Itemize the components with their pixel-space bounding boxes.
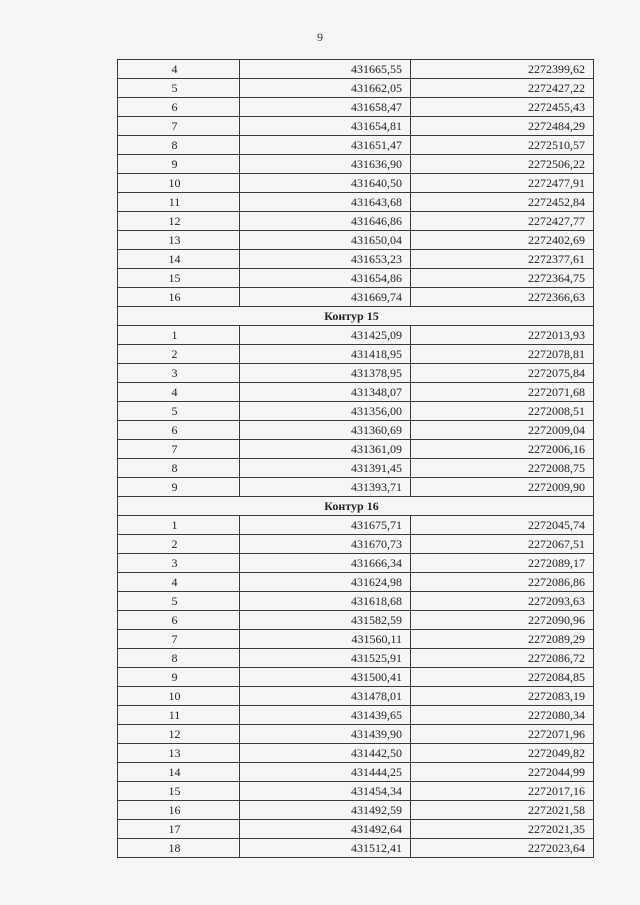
x-coordinate-cell: 431444,25 bbox=[240, 763, 411, 782]
y-coordinate-cell: 2272006,16 bbox=[411, 440, 594, 459]
y-coordinate-cell: 2272366,63 bbox=[411, 288, 594, 307]
y-coordinate-cell: 2272071,96 bbox=[411, 725, 594, 744]
x-coordinate-cell: 431525,91 bbox=[240, 649, 411, 668]
table-row bbox=[118, 212, 594, 231]
point-number-cell: 6 bbox=[118, 421, 240, 440]
point-number-cell: 8 bbox=[118, 136, 240, 155]
point-number-cell: 7 bbox=[118, 440, 240, 459]
x-coordinate-cell: 431646,86 bbox=[240, 212, 411, 231]
point-number-cell: 14 bbox=[118, 763, 240, 782]
x-coordinate-cell: 431478,01 bbox=[240, 687, 411, 706]
point-number-cell: 3 bbox=[118, 554, 240, 573]
point-number-cell: 7 bbox=[118, 117, 240, 136]
y-coordinate-cell: 2272009,90 bbox=[411, 478, 594, 497]
contour-title: Контур 16 bbox=[118, 497, 594, 516]
point-number-cell: 6 bbox=[118, 611, 240, 630]
table-row bbox=[118, 668, 594, 687]
table-row bbox=[118, 193, 594, 212]
point-number-cell: 10 bbox=[118, 174, 240, 193]
point-number-cell: 2 bbox=[118, 535, 240, 554]
x-coordinate-cell: 431666,34 bbox=[240, 554, 411, 573]
y-coordinate-cell: 2272452,84 bbox=[411, 193, 594, 212]
point-number-cell: 2 bbox=[118, 345, 240, 364]
point-number-cell: 9 bbox=[118, 478, 240, 497]
table-row bbox=[118, 554, 594, 573]
point-number-cell: 1 bbox=[118, 516, 240, 535]
x-coordinate-cell: 431675,71 bbox=[240, 516, 411, 535]
y-coordinate-cell: 2272090,96 bbox=[411, 611, 594, 630]
x-coordinate-cell: 431636,90 bbox=[240, 155, 411, 174]
y-coordinate-cell: 2272377,61 bbox=[411, 250, 594, 269]
x-coordinate-cell: 431512,41 bbox=[240, 839, 411, 858]
x-coordinate-cell: 431618,68 bbox=[240, 592, 411, 611]
point-number-cell: 4 bbox=[118, 60, 240, 79]
coordinates-table bbox=[117, 59, 594, 858]
x-coordinate-cell: 431500,41 bbox=[240, 668, 411, 687]
point-number-cell: 14 bbox=[118, 250, 240, 269]
x-coordinate-cell: 431653,23 bbox=[240, 250, 411, 269]
y-coordinate-cell: 2272044,99 bbox=[411, 763, 594, 782]
point-number-cell: 15 bbox=[118, 269, 240, 288]
x-coordinate-cell: 431391,45 bbox=[240, 459, 411, 478]
y-coordinate-cell: 2272477,91 bbox=[411, 174, 594, 193]
point-number-cell: 11 bbox=[118, 706, 240, 725]
point-number-cell: 16 bbox=[118, 288, 240, 307]
point-number-cell: 17 bbox=[118, 820, 240, 839]
y-coordinate-cell: 2272049,82 bbox=[411, 744, 594, 763]
point-number-cell: 6 bbox=[118, 98, 240, 117]
table-row bbox=[118, 231, 594, 250]
y-coordinate-cell: 2272071,68 bbox=[411, 383, 594, 402]
y-coordinate-cell: 2272021,35 bbox=[411, 820, 594, 839]
table-row bbox=[118, 782, 594, 801]
table-row bbox=[118, 440, 594, 459]
x-coordinate-cell: 431665,55 bbox=[240, 60, 411, 79]
y-coordinate-cell: 2272089,17 bbox=[411, 554, 594, 573]
point-number-cell: 4 bbox=[118, 573, 240, 592]
y-coordinate-cell: 2272080,34 bbox=[411, 706, 594, 725]
table-row bbox=[118, 250, 594, 269]
x-coordinate-cell: 431654,81 bbox=[240, 117, 411, 136]
y-coordinate-cell: 2272506,22 bbox=[411, 155, 594, 174]
table-row bbox=[118, 345, 594, 364]
point-number-cell: 8 bbox=[118, 649, 240, 668]
table-row bbox=[118, 706, 594, 725]
point-number-cell: 5 bbox=[118, 592, 240, 611]
point-number-cell: 12 bbox=[118, 725, 240, 744]
point-number-cell: 13 bbox=[118, 744, 240, 763]
table-row bbox=[118, 136, 594, 155]
x-coordinate-cell: 431582,59 bbox=[240, 611, 411, 630]
x-coordinate-cell: 431356,00 bbox=[240, 402, 411, 421]
table-row bbox=[118, 763, 594, 782]
table-row bbox=[118, 535, 594, 554]
x-coordinate-cell: 431640,50 bbox=[240, 174, 411, 193]
x-coordinate-cell: 431360,69 bbox=[240, 421, 411, 440]
x-coordinate-cell: 431560,11 bbox=[240, 630, 411, 649]
x-coordinate-cell: 431439,90 bbox=[240, 725, 411, 744]
x-coordinate-cell: 431492,59 bbox=[240, 801, 411, 820]
contour-header-row bbox=[118, 497, 594, 516]
x-coordinate-cell: 431425,09 bbox=[240, 326, 411, 345]
point-number-cell: 18 bbox=[118, 839, 240, 858]
y-coordinate-cell: 2272078,81 bbox=[411, 345, 594, 364]
point-number-cell: 10 bbox=[118, 687, 240, 706]
x-coordinate-cell: 431650,04 bbox=[240, 231, 411, 250]
y-coordinate-cell: 2272086,86 bbox=[411, 573, 594, 592]
table-row bbox=[118, 117, 594, 136]
x-coordinate-cell: 431348,07 bbox=[240, 383, 411, 402]
table-row bbox=[118, 839, 594, 858]
point-number-cell: 7 bbox=[118, 630, 240, 649]
y-coordinate-cell: 2272017,16 bbox=[411, 782, 594, 801]
y-coordinate-cell: 2272008,51 bbox=[411, 402, 594, 421]
x-coordinate-cell: 431439,65 bbox=[240, 706, 411, 725]
point-number-cell: 5 bbox=[118, 402, 240, 421]
table-row bbox=[118, 649, 594, 668]
table-row bbox=[118, 288, 594, 307]
table-row bbox=[118, 174, 594, 193]
table-row bbox=[118, 592, 594, 611]
table-row bbox=[118, 573, 594, 592]
x-coordinate-cell: 431418,95 bbox=[240, 345, 411, 364]
y-coordinate-cell: 2272067,51 bbox=[411, 535, 594, 554]
point-number-cell: 4 bbox=[118, 383, 240, 402]
y-coordinate-cell: 2272013,93 bbox=[411, 326, 594, 345]
y-coordinate-cell: 2272402,69 bbox=[411, 231, 594, 250]
table-row bbox=[118, 516, 594, 535]
table-row bbox=[118, 155, 594, 174]
point-number-cell: 13 bbox=[118, 231, 240, 250]
table-row bbox=[118, 744, 594, 763]
y-coordinate-cell: 2272427,22 bbox=[411, 79, 594, 98]
table-row bbox=[118, 326, 594, 345]
y-coordinate-cell: 2272364,75 bbox=[411, 269, 594, 288]
x-coordinate-cell: 431393,71 bbox=[240, 478, 411, 497]
x-coordinate-cell: 431651,47 bbox=[240, 136, 411, 155]
table-row bbox=[118, 269, 594, 288]
point-number-cell: 9 bbox=[118, 668, 240, 687]
x-coordinate-cell: 431643,68 bbox=[240, 193, 411, 212]
x-coordinate-cell: 431658,47 bbox=[240, 98, 411, 117]
point-number-cell: 1 bbox=[118, 326, 240, 345]
x-coordinate-cell: 431669,74 bbox=[240, 288, 411, 307]
x-coordinate-cell: 431670,73 bbox=[240, 535, 411, 554]
contour-header-row bbox=[118, 307, 594, 326]
point-number-cell: 3 bbox=[118, 364, 240, 383]
point-number-cell: 16 bbox=[118, 801, 240, 820]
y-coordinate-cell: 2272045,74 bbox=[411, 516, 594, 535]
table-row bbox=[118, 79, 594, 98]
x-coordinate-cell: 431492,64 bbox=[240, 820, 411, 839]
x-coordinate-cell: 431662,05 bbox=[240, 79, 411, 98]
y-coordinate-cell: 2272023,64 bbox=[411, 839, 594, 858]
y-coordinate-cell: 2272009,04 bbox=[411, 421, 594, 440]
table-row bbox=[118, 421, 594, 440]
contour-title: Контур 15 bbox=[118, 307, 594, 326]
table-row bbox=[118, 98, 594, 117]
table-row bbox=[118, 383, 594, 402]
y-coordinate-cell: 2272089,29 bbox=[411, 630, 594, 649]
table-row bbox=[118, 459, 594, 478]
y-coordinate-cell: 2272484,29 bbox=[411, 117, 594, 136]
table-row bbox=[118, 478, 594, 497]
y-coordinate-cell: 2272455,43 bbox=[411, 98, 594, 117]
point-number-cell: 5 bbox=[118, 79, 240, 98]
table-row bbox=[118, 402, 594, 421]
x-coordinate-cell: 431378,95 bbox=[240, 364, 411, 383]
point-number-cell: 15 bbox=[118, 782, 240, 801]
x-coordinate-cell: 431654,86 bbox=[240, 269, 411, 288]
y-coordinate-cell: 2272086,72 bbox=[411, 649, 594, 668]
table-row bbox=[118, 611, 594, 630]
table-row bbox=[118, 820, 594, 839]
x-coordinate-cell: 431361,09 bbox=[240, 440, 411, 459]
coordinates-table-body bbox=[118, 60, 594, 858]
y-coordinate-cell: 2272093,63 bbox=[411, 592, 594, 611]
y-coordinate-cell: 2272084,85 bbox=[411, 668, 594, 687]
y-coordinate-cell: 2272083,19 bbox=[411, 687, 594, 706]
y-coordinate-cell: 2272008,75 bbox=[411, 459, 594, 478]
table-row bbox=[118, 630, 594, 649]
point-number-cell: 12 bbox=[118, 212, 240, 231]
point-number-cell: 8 bbox=[118, 459, 240, 478]
y-coordinate-cell: 2272399,62 bbox=[411, 60, 594, 79]
y-coordinate-cell: 2272021,58 bbox=[411, 801, 594, 820]
table-row bbox=[118, 801, 594, 820]
table-row bbox=[118, 725, 594, 744]
point-number-cell: 9 bbox=[118, 155, 240, 174]
y-coordinate-cell: 2272510,57 bbox=[411, 136, 594, 155]
y-coordinate-cell: 2272427,77 bbox=[411, 212, 594, 231]
x-coordinate-cell: 431624,98 bbox=[240, 573, 411, 592]
y-coordinate-cell: 2272075,84 bbox=[411, 364, 594, 383]
table-row bbox=[118, 364, 594, 383]
x-coordinate-cell: 431442,50 bbox=[240, 744, 411, 763]
table-row bbox=[118, 60, 594, 79]
table-row bbox=[118, 687, 594, 706]
page-number: 9 bbox=[317, 30, 323, 44]
x-coordinate-cell: 431454,34 bbox=[240, 782, 411, 801]
point-number-cell: 11 bbox=[118, 193, 240, 212]
